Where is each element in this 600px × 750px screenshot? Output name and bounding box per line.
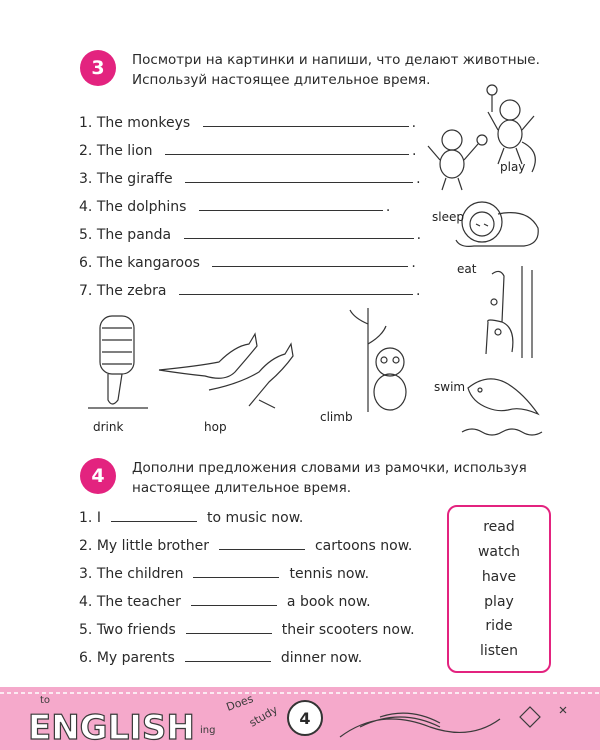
item-subject: The monkeys (96, 115, 191, 131)
item-number: 6. (79, 255, 93, 271)
answer-blank[interactable] (212, 254, 408, 267)
sentence-number: 3. (79, 566, 93, 582)
item-subject: The lion (96, 143, 153, 159)
answer-blank[interactable] (191, 593, 277, 606)
exercise-3-item: 4. The dolphins . (79, 199, 391, 215)
label-drink: drink (93, 420, 124, 434)
exercise-4-sentence (79, 648, 362, 668)
word-box-item: play (484, 594, 514, 610)
sentence-number: 4. (79, 594, 93, 610)
sentence-before: The teacher (96, 594, 181, 610)
word-box-item: ride (485, 618, 513, 634)
item-subject: The dolphins (96, 199, 187, 215)
lion-illustration (454, 196, 544, 251)
word-box-item: read (483, 519, 515, 535)
footer-word-to: to (40, 695, 51, 706)
answer-blank[interactable] (186, 621, 272, 634)
exercise-3-item: 6. The kangaroos . (79, 255, 416, 271)
page-number: 4 (287, 700, 323, 736)
word-box-item: listen (479, 643, 519, 659)
exercise-4-instruction (132, 458, 562, 498)
exercise-4-sentence (79, 536, 412, 556)
label-sleep: sleep (432, 210, 464, 224)
label-eat: eat (457, 262, 477, 276)
item-subject: The kangaroos (96, 255, 200, 271)
word-box-item: watch (477, 544, 521, 560)
sentence-after: dinner now. (280, 650, 363, 666)
sentence-before: The children (96, 566, 184, 582)
exercise-3-item: 1. The monkeys . (79, 115, 417, 131)
label-climb: climb (320, 410, 353, 424)
exercise-4-sentence (79, 564, 369, 584)
dolphin-illustration (458, 368, 548, 443)
exercise-3-badge: 3 (80, 50, 116, 86)
footer-word-does: Does (224, 692, 256, 714)
item-number: 3. (79, 171, 93, 187)
item-number: 7. (79, 283, 93, 299)
answer-blank[interactable] (199, 198, 383, 211)
answer-blank[interactable] (111, 509, 197, 522)
sentence-after: tennis now. (289, 566, 370, 582)
exercise-4-badge: 4 (80, 458, 116, 494)
sentence-before: Two friends (96, 622, 176, 638)
item-number: 4. (79, 199, 93, 215)
answer-blank[interactable] (193, 565, 279, 578)
sentence-after: their scooters now. (281, 622, 415, 638)
label-hop: hop (204, 420, 227, 434)
sentence-after: to music now. (206, 510, 304, 526)
sentence-before: My parents (96, 650, 175, 666)
item-number: 2. (79, 143, 93, 159)
exercise-3-instruction-line1: Посмотри на картинки и напиши, что делают животные. (132, 52, 540, 68)
giraffe-illustration (462, 262, 542, 362)
answer-blank[interactable] (185, 170, 413, 183)
exercise-4-instruction-line2: настоящее длительное время. (132, 480, 351, 496)
item-subject: The giraffe (96, 171, 173, 187)
sentence-before: I (96, 510, 101, 526)
monkeys-illustration (422, 82, 552, 192)
answer-blank[interactable] (184, 226, 414, 239)
sentence-before: My little brother (96, 538, 209, 554)
sentence-number: 5. (79, 622, 93, 638)
answer-blank[interactable] (203, 114, 409, 127)
label-swim: swim (434, 380, 466, 394)
answer-blank[interactable] (179, 282, 413, 295)
exercise-4-sentence (79, 620, 415, 640)
panda-illustration (340, 304, 425, 414)
kangaroos-illustration (155, 330, 310, 410)
item-number: 5. (79, 227, 93, 243)
exercise-3-instruction-line2: Используй настоящее длительное время. (132, 72, 431, 88)
exercise-3-item: 3. The giraffe . (79, 171, 421, 187)
exercise-3-item: 7. The zebra . (79, 283, 421, 299)
label-play: play (500, 160, 526, 174)
answer-blank[interactable] (185, 649, 271, 662)
exercise-4-instruction-line1: Дополни предложения словами из рамочки, используя (132, 460, 527, 476)
sentence-after: cartoons now. (314, 538, 413, 554)
exercise-3-item: 2. The lion . (79, 143, 417, 159)
zebra-illustration (86, 310, 156, 415)
exercise-4-sentence (79, 508, 303, 528)
item-subject: The panda (96, 227, 172, 243)
footer-word-ing: ing (200, 725, 216, 736)
item-subject: The zebra (96, 283, 167, 299)
answer-blank[interactable] (219, 537, 305, 550)
sentence-number: 1. (79, 510, 93, 526)
sentence-number: 2. (79, 538, 93, 554)
item-number: 1. (79, 115, 93, 131)
word-box (447, 505, 551, 673)
sentence-after: a book now. (286, 594, 371, 610)
exercise-4-sentence (79, 592, 371, 612)
footer-english-word: ENGLISH (28, 708, 195, 748)
footer-word-study: study (247, 703, 280, 730)
answer-blank[interactable] (165, 142, 409, 155)
exercise-3-item: 5. The panda . (79, 227, 422, 243)
sentence-number: 6. (79, 650, 93, 666)
word-box-item: have (481, 569, 517, 585)
